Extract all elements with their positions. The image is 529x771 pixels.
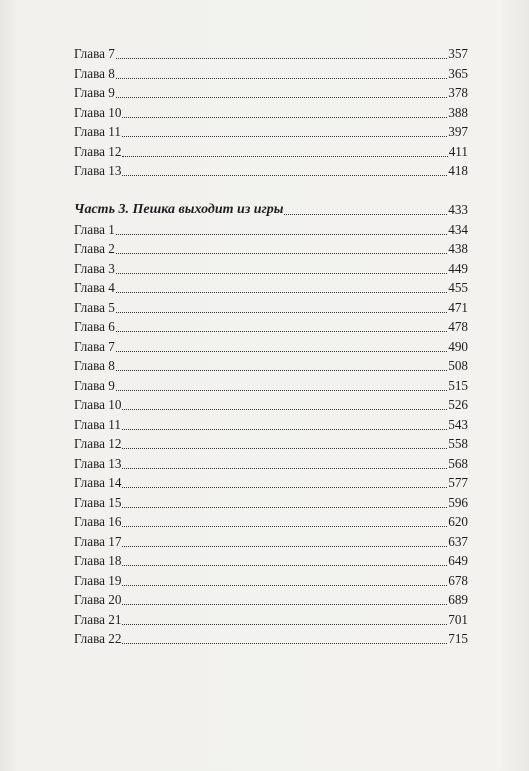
toc-entry (74, 493, 468, 512)
toc-entry-page: 365 (448, 65, 468, 81)
toc-entry-page: 701 (448, 611, 468, 627)
toc-entry-page: 490 (448, 338, 468, 354)
toc-entry-label: Глава 20 (74, 592, 122, 607)
dot-leader (116, 311, 447, 313)
dot-leader (116, 350, 447, 352)
toc-entry-page: 449 (448, 260, 468, 276)
dot-leader (122, 408, 447, 410)
toc-entry (74, 220, 468, 239)
dot-leader (116, 57, 447, 59)
toc-entry-label: Глава 21 (74, 611, 122, 627)
toc-entry (74, 298, 468, 317)
toc-entry (74, 317, 468, 336)
toc-entry-page: 715 (448, 631, 468, 646)
toc-entry-page: 637 (448, 533, 468, 549)
toc-entry-label: Глава 14 (74, 475, 122, 490)
dot-leader (122, 428, 447, 430)
dot-leader (116, 272, 447, 274)
dot-leader (122, 155, 447, 157)
dot-leader (122, 525, 447, 527)
toc-entry (74, 512, 468, 531)
dot-leader (122, 545, 447, 547)
toc-entry-label: Глава 6 (74, 319, 115, 334)
dot-leader (122, 603, 447, 605)
toc-entry-label: Глава 17 (74, 533, 122, 549)
toc-entry-page: 388 (448, 104, 468, 120)
toc-entry-page: 596 (448, 494, 468, 510)
toc-entry (74, 629, 468, 648)
dot-leader (116, 369, 447, 371)
toc-entry (74, 610, 468, 629)
toc-entry (74, 337, 468, 356)
toc-entry-label: Глава 3 (74, 260, 115, 276)
toc-entry-label: Глава 5 (74, 299, 115, 315)
dot-leader (116, 77, 447, 79)
toc-entry (74, 239, 468, 258)
dot-leader (116, 96, 447, 98)
toc-entry-page: 508 (448, 358, 468, 373)
dot-leader (284, 213, 447, 215)
dot-leader (116, 252, 447, 254)
dot-leader (122, 584, 447, 586)
toc-entry (74, 161, 468, 180)
toc-entry (74, 551, 468, 570)
toc-entry-label: Глава 9 (74, 85, 115, 100)
toc-entry (74, 376, 468, 395)
dot-leader (122, 486, 447, 488)
toc-entry-label: Глава 2 (74, 241, 115, 256)
toc-entry-page: 378 (448, 85, 468, 100)
dot-leader (116, 330, 447, 332)
toc-entry-page: 471 (448, 299, 468, 315)
toc-entry (74, 44, 468, 63)
toc-entry (74, 278, 468, 297)
toc-entry-label: Глава 16 (74, 514, 122, 529)
toc-entry-page: 649 (448, 553, 468, 568)
toc-entry-page: 438 (448, 241, 468, 256)
toc-entry-label: Глава 1 (74, 221, 115, 237)
toc-entry-label: Глава 13 (74, 455, 122, 471)
toc-entry-label: Глава 7 (74, 46, 115, 61)
toc-entry (74, 473, 468, 492)
toc-entry (74, 356, 468, 375)
dot-leader (122, 467, 447, 469)
toc-entry-label: Глава 7 (74, 338, 115, 354)
toc-entry-page: 411 (448, 143, 468, 159)
dot-leader (122, 135, 447, 137)
toc-entry (74, 454, 468, 473)
toc-entry-label: Глава 11 (74, 416, 121, 432)
toc-entry-label: Глава 15 (74, 494, 122, 510)
toc-entry-page: 689 (448, 592, 468, 607)
toc-entry-page: 620 (448, 514, 468, 529)
dot-leader (122, 116, 447, 118)
toc-entry-page: 418 (448, 163, 468, 178)
toc-entry (74, 259, 468, 278)
toc-entry-label: Глава 12 (74, 436, 122, 451)
toc-entry-label: Глава 9 (74, 377, 115, 393)
dot-leader (122, 447, 447, 449)
part-title: Часть 3. Пешка выходит из игры (74, 202, 284, 217)
toc-entry (74, 415, 468, 434)
toc-entry-page: 455 (448, 280, 468, 295)
toc-entry-page: 568 (448, 455, 468, 471)
dot-leader (116, 389, 447, 391)
toc-entry-page: 397 (448, 124, 468, 139)
toc-entry (74, 122, 468, 141)
dot-leader (122, 642, 447, 644)
toc-entry-page: 478 (448, 319, 468, 334)
toc-entry (74, 64, 468, 83)
dot-leader (122, 564, 447, 566)
toc-entry (74, 590, 468, 609)
toc-entry-label: Глава 12 (74, 143, 122, 159)
toc-entry (74, 83, 468, 102)
toc-entry-page: 577 (448, 475, 468, 490)
toc-entry-label: Глава 19 (74, 572, 122, 588)
toc-entry-label: Глава 10 (74, 397, 122, 412)
toc-entry-label: Глава 18 (74, 553, 122, 568)
toc-entry (74, 395, 468, 414)
toc-entry-page: 558 (448, 436, 468, 451)
toc-entry-page: 515 (448, 377, 468, 393)
toc-entry-page: 433 (448, 202, 468, 217)
toc-entry (74, 434, 468, 453)
toc-entry (74, 142, 468, 161)
dot-leader (116, 233, 447, 235)
toc-entry-label: Глава 10 (74, 104, 122, 120)
toc-entry (74, 103, 468, 122)
toc-entry-page: 526 (448, 397, 468, 412)
toc-entry (74, 571, 468, 590)
dot-leader (122, 623, 447, 625)
toc-entry-label: Глава 8 (74, 65, 115, 81)
dot-leader (116, 291, 447, 293)
toc-entry-page: 357 (448, 46, 468, 61)
toc-entry-label: Глава 4 (74, 280, 115, 295)
toc-entry-label: Глава 22 (74, 631, 122, 646)
toc-entry-page: 678 (448, 572, 468, 588)
toc-entry-label: Глава 8 (74, 358, 115, 373)
dot-leader (122, 506, 447, 508)
toc-entry-label: Глава 13 (74, 163, 122, 178)
toc-entry (74, 532, 468, 551)
dot-leader (122, 174, 447, 176)
toc-entry-page: 434 (448, 221, 468, 237)
toc-entry-label: Глава 11 (74, 124, 121, 139)
toc-part-heading (74, 200, 468, 219)
toc-entry-page: 543 (448, 416, 468, 432)
